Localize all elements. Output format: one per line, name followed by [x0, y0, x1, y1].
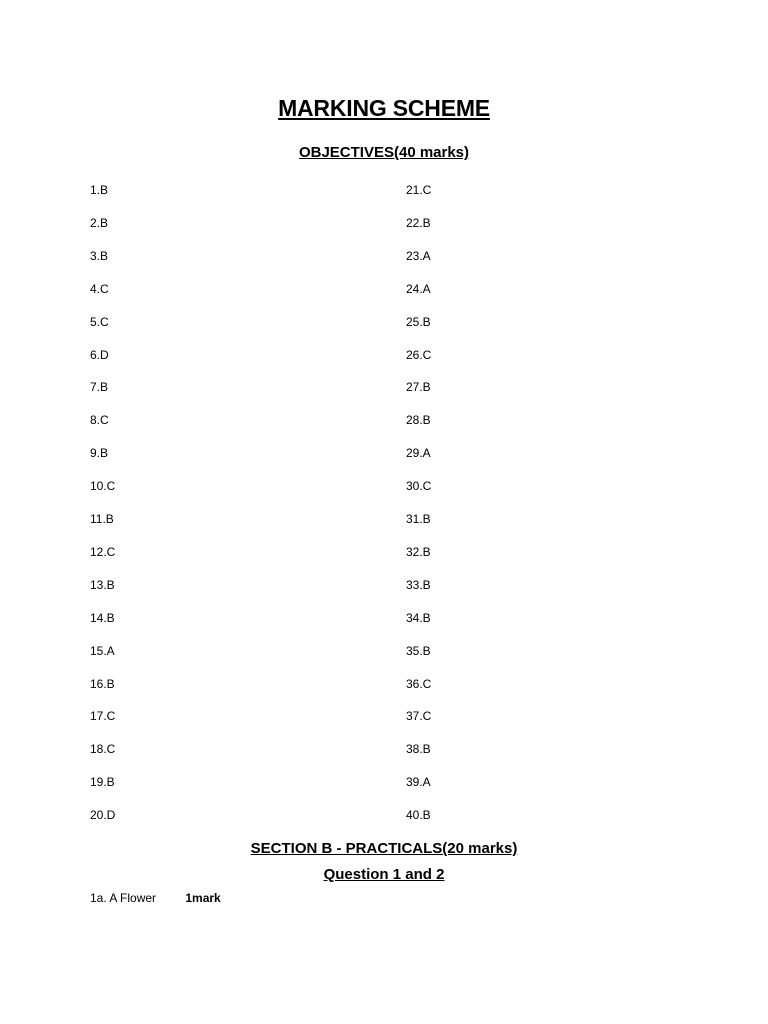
- section-b-heading: SECTION B - PRACTICALS(20 marks): [250, 840, 518, 857]
- answer-item: 1.B: [90, 183, 109, 197]
- answer-item: 13.B: [90, 577, 115, 592]
- answer-item: 9.B: [90, 446, 109, 461]
- answer-item: 21.C: [406, 183, 432, 197]
- answer-item: 16.B: [90, 676, 115, 691]
- answer-item: 8.C: [90, 413, 109, 428]
- answer-item: 24.A: [406, 281, 431, 296]
- question-heading: Question 1 and 2: [323, 866, 445, 883]
- answer-item: 37.C: [406, 709, 432, 724]
- answer-item: 2.B: [90, 215, 109, 230]
- page-title: MARKING SCHEME: [278, 95, 490, 121]
- answer-item: 14.B: [90, 610, 115, 625]
- answer-item: 40.B: [406, 808, 431, 823]
- answer-item: 23.A: [406, 248, 431, 263]
- answer-item: 25.B: [406, 314, 431, 329]
- answer-item: 11.B: [90, 512, 114, 526]
- answer-item: 39.A: [406, 775, 431, 790]
- answer-item: 34.B: [406, 610, 431, 625]
- answer-item: 15.A: [90, 643, 115, 658]
- answer-item: 22.B: [406, 215, 431, 230]
- answer-item: 33.B: [406, 577, 431, 592]
- practical-answer: 1a. A Flower: [90, 891, 157, 905]
- answer-item: 36.C: [406, 676, 432, 691]
- answer-item: 38.B: [406, 742, 431, 757]
- answer-item: 18.C: [90, 742, 116, 757]
- answer-item: 35.B: [406, 643, 431, 658]
- answer-item: 4.C: [90, 281, 109, 296]
- practical-item: [90, 890, 221, 906]
- answer-item: 7.B: [90, 380, 109, 395]
- answer-item: 17.C: [90, 709, 116, 724]
- answer-item: 3.B: [90, 248, 109, 263]
- answer-item: 10.C: [90, 479, 116, 494]
- answer-item: 20.D: [90, 808, 116, 823]
- answer-item: 30.C: [406, 479, 432, 494]
- answer-item: 26.C: [406, 347, 432, 362]
- answer-item: 12.C: [90, 544, 116, 559]
- objectives-heading: OBJECTIVES(40 marks): [298, 144, 470, 161]
- answer-item: 6.D: [90, 347, 109, 362]
- answer-item: 29.A: [406, 446, 431, 461]
- answer-item: 19.B: [90, 775, 115, 790]
- answer-item: 27.B: [406, 380, 431, 395]
- answer-item: 32.B: [406, 544, 431, 559]
- practical-mark: 1mark: [185, 891, 221, 905]
- answer-item: 28.B: [406, 413, 431, 428]
- answer-item: 31.B: [406, 512, 431, 526]
- answer-item: 5.C: [90, 314, 109, 329]
